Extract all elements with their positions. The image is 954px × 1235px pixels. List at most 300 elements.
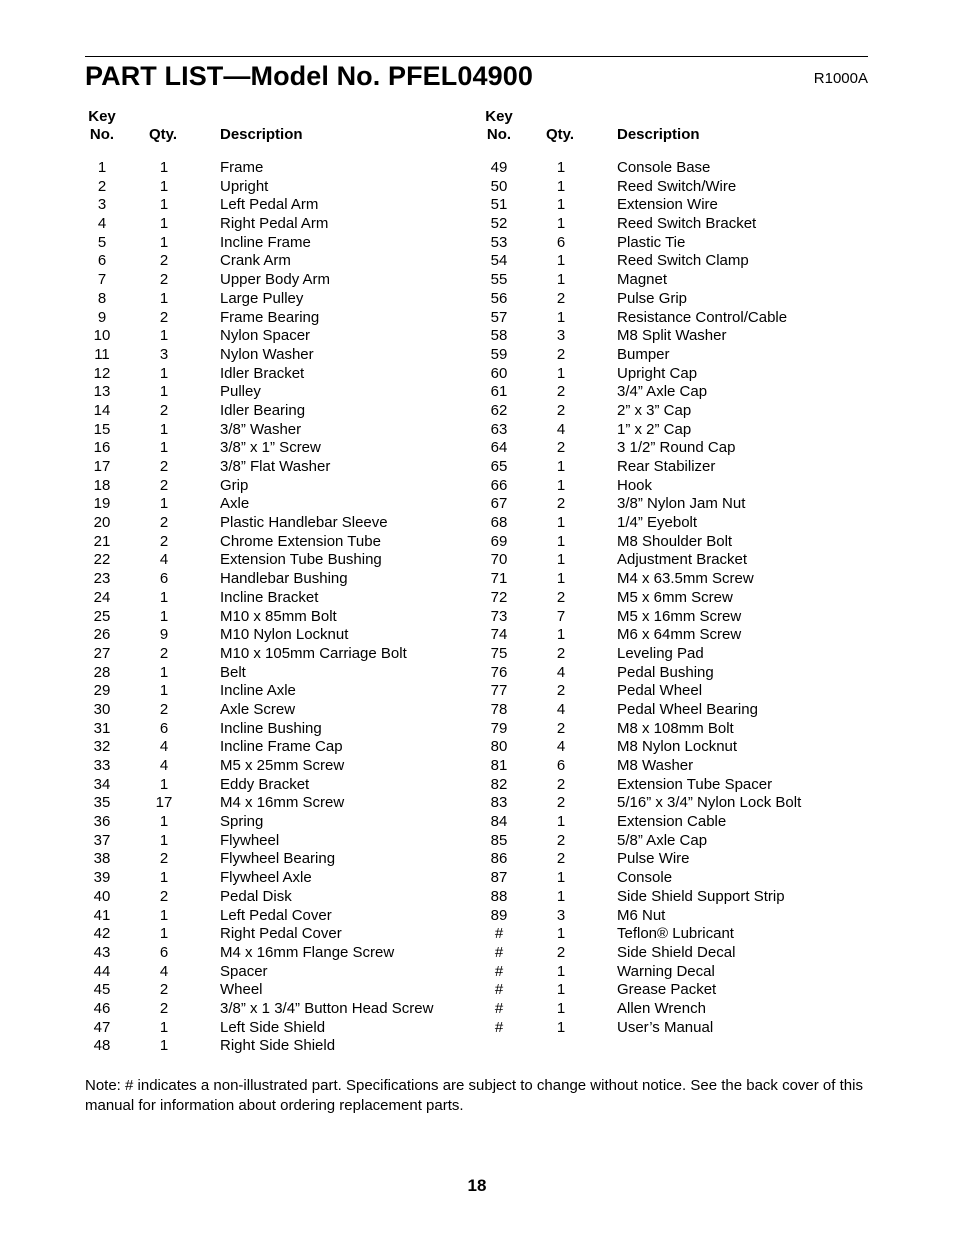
part-qty: 1 <box>159 1018 169 1036</box>
part-description: Resistance Control/Cable <box>617 308 788 326</box>
part-description: Bumper <box>617 345 670 363</box>
parts-rows-right <box>482 159 862 1037</box>
part-key-no: 14 <box>93 401 111 419</box>
part-row <box>85 365 465 384</box>
part-description: Incline Bracket <box>220 588 319 606</box>
part-qty: 1 <box>556 514 566 532</box>
part-row <box>85 626 465 645</box>
part-qty: 2 <box>556 682 566 700</box>
part-row <box>85 944 465 963</box>
part-row <box>482 794 862 813</box>
part-key-no: 8 <box>97 289 107 307</box>
part-key-no: 72 <box>490 588 508 606</box>
part-qty: 1 <box>159 383 169 401</box>
part-row <box>482 477 862 496</box>
part-qty: 1 <box>556 252 566 270</box>
part-row <box>85 701 465 720</box>
part-description: Right Pedal Arm <box>220 215 329 233</box>
part-qty: 1 <box>159 813 169 831</box>
part-qty: 2 <box>556 401 566 419</box>
part-qty: 2 <box>556 439 566 457</box>
part-key-no: 3 <box>97 196 107 214</box>
part-row <box>85 963 465 982</box>
part-key-no: # <box>494 981 504 999</box>
part-qty: 2 <box>159 514 169 532</box>
part-key-no: 27 <box>93 644 111 662</box>
part-row <box>85 850 465 869</box>
part-qty: 6 <box>556 757 566 774</box>
part-key-no: # <box>494 999 504 1017</box>
parts-column-left <box>85 108 465 1056</box>
part-row <box>85 794 465 813</box>
part-row <box>482 215 862 234</box>
part-row <box>85 608 465 627</box>
part-key-no: 2 <box>97 177 107 195</box>
part-description: Incline Bushing <box>220 719 322 737</box>
part-key-no: 59 <box>490 345 508 363</box>
part-key-no: 67 <box>490 495 508 513</box>
part-qty: 2 <box>556 495 566 513</box>
part-row <box>85 1000 465 1019</box>
part-qty: 1 <box>556 981 566 999</box>
part-key-no: 79 <box>490 719 508 737</box>
part-description: Nylon Spacer <box>220 327 311 345</box>
part-description: M4 x 63.5mm Screw <box>617 570 754 588</box>
part-row <box>482 346 862 365</box>
part-key-no: 30 <box>93 700 111 718</box>
part-qty: 1 <box>159 906 169 924</box>
part-row <box>482 159 862 178</box>
part-row <box>85 925 465 944</box>
part-qty: 1 <box>159 439 169 457</box>
part-description: Side Shield Support Strip <box>617 887 785 905</box>
part-row <box>482 421 862 440</box>
part-row <box>482 271 862 290</box>
part-row <box>482 907 862 926</box>
part-qty: 2 <box>159 458 169 475</box>
part-key-no: 69 <box>490 532 508 550</box>
part-row <box>482 925 862 944</box>
part-key-no: 76 <box>490 663 508 681</box>
column-header <box>482 108 862 144</box>
part-row <box>482 776 862 795</box>
part-qty: 1 <box>159 327 169 345</box>
part-description: 3/8” Flat Washer <box>220 458 331 475</box>
part-qty: 1 <box>159 420 169 438</box>
part-qty: 1 <box>556 458 566 475</box>
part-description: Console <box>617 869 673 887</box>
top-rule <box>85 56 868 57</box>
part-qty: 1 <box>159 364 169 382</box>
part-key-no: 51 <box>490 196 508 214</box>
part-row <box>482 252 862 271</box>
part-description: Frame Bearing <box>220 308 320 326</box>
part-description: 3/8” x 1 3/4” Button Head Screw <box>220 999 434 1017</box>
part-key-no: 71 <box>490 570 508 588</box>
part-key-no: 75 <box>490 644 508 662</box>
part-key-no: 24 <box>93 588 111 606</box>
part-description: Right Side Shield <box>220 1037 336 1055</box>
part-description: Rear Stabilizer <box>617 458 716 475</box>
part-row <box>482 309 862 328</box>
part-qty: 1 <box>159 159 169 176</box>
part-qty: 2 <box>556 831 566 849</box>
part-key-no: 53 <box>490 233 508 251</box>
part-description: Nylon Washer <box>220 345 314 363</box>
part-qty: 1 <box>556 570 566 588</box>
part-row <box>482 1019 862 1038</box>
part-description: M5 x 6mm Screw <box>617 588 733 606</box>
part-row <box>85 196 465 215</box>
part-qty: 6 <box>159 719 169 737</box>
part-row <box>482 645 862 664</box>
part-row <box>85 477 465 496</box>
part-qty: 2 <box>159 476 169 494</box>
part-description: Flywheel Axle <box>220 869 312 887</box>
part-qty: 4 <box>159 757 169 774</box>
part-description: 5/8” Axle Cap <box>617 831 708 849</box>
part-description: Right Pedal Cover <box>220 925 342 943</box>
part-description: Pulse Grip <box>617 289 688 307</box>
document-code: R1000A <box>813 70 868 87</box>
part-qty: 1 <box>556 551 566 569</box>
part-row <box>482 757 862 776</box>
part-key-no: 49 <box>490 159 508 176</box>
part-row <box>482 701 862 720</box>
page-number: 18 <box>467 1176 487 1195</box>
part-qty: 4 <box>159 962 169 980</box>
part-description: M5 x 25mm Screw <box>220 757 345 774</box>
part-key-no: 84 <box>490 813 508 831</box>
part-key-no: 20 <box>93 514 111 532</box>
part-key-no: 12 <box>93 364 111 382</box>
part-description: Wheel <box>220 981 263 999</box>
part-key-no: # <box>494 1018 504 1036</box>
part-row <box>85 533 465 552</box>
part-qty: 1 <box>159 607 169 625</box>
part-key-no: 47 <box>93 1018 111 1036</box>
part-row <box>85 234 465 253</box>
part-qty: 2 <box>556 588 566 606</box>
part-row <box>482 608 862 627</box>
part-qty: 1 <box>159 289 169 307</box>
part-description: Plastic Tie <box>617 233 686 251</box>
part-description: Incline Frame <box>220 233 311 251</box>
part-description: 2” x 3” Cap <box>617 401 692 419</box>
part-key-no: 89 <box>490 906 508 924</box>
part-row <box>482 551 862 570</box>
part-description: 3/8” Nylon Jam Nut <box>617 495 746 513</box>
part-row <box>482 383 862 402</box>
part-key-no: 87 <box>490 869 508 887</box>
part-row <box>482 458 862 477</box>
part-qty: 2 <box>159 308 169 326</box>
part-key-no: 28 <box>93 663 111 681</box>
part-key-no: 16 <box>93 439 111 457</box>
part-qty: 17 <box>155 794 173 812</box>
part-qty: 2 <box>159 981 169 999</box>
part-row <box>85 514 465 533</box>
part-qty: 4 <box>556 663 566 681</box>
part-qty: 2 <box>159 644 169 662</box>
part-qty: 4 <box>556 700 566 718</box>
parts-rows-left <box>85 159 465 1056</box>
part-key-no: 18 <box>93 476 111 494</box>
part-description: Idler Bearing <box>220 401 306 419</box>
part-key-no: 88 <box>490 887 508 905</box>
part-key-no: 64 <box>490 439 508 457</box>
part-description: Pedal Wheel Bearing <box>617 700 758 718</box>
part-qty: 1 <box>556 271 566 289</box>
part-row <box>85 720 465 739</box>
part-key-no: 65 <box>490 458 508 475</box>
part-key-no: 1 <box>97 159 107 176</box>
part-key-no: 5 <box>97 233 107 251</box>
part-key-no: 50 <box>490 177 508 195</box>
part-key-no: 29 <box>93 682 111 700</box>
part-qty: 2 <box>556 383 566 401</box>
part-row <box>85 664 465 683</box>
part-key-no: 21 <box>93 532 111 550</box>
part-key-no: 10 <box>93 327 111 345</box>
part-key-no: 56 <box>490 289 508 307</box>
part-qty: 4 <box>159 738 169 756</box>
part-key-no: 13 <box>93 383 111 401</box>
part-key-no: 15 <box>93 420 111 438</box>
part-description: M6 Nut <box>617 906 666 924</box>
part-row <box>85 495 465 514</box>
part-key-no: # <box>494 962 504 980</box>
part-description: Magnet <box>617 271 668 289</box>
key-no-header: Key No. <box>88 108 116 143</box>
part-key-no: 34 <box>93 775 111 793</box>
part-description: Handlebar Bushing <box>220 570 348 588</box>
part-row <box>85 159 465 178</box>
part-row <box>85 271 465 290</box>
part-key-no: 41 <box>93 906 111 924</box>
part-description: Extension Cable <box>617 813 727 831</box>
part-description: Hook <box>617 476 653 494</box>
part-qty: 1 <box>159 233 169 251</box>
part-row <box>85 869 465 888</box>
part-description: M8 Split Washer <box>617 327 727 345</box>
part-qty: 1 <box>556 1018 566 1036</box>
part-row <box>482 720 862 739</box>
part-qty: 3 <box>159 345 169 363</box>
part-row <box>85 1019 465 1038</box>
part-row <box>482 664 862 683</box>
part-row <box>482 981 862 1000</box>
part-description: Reed Switch/Wire <box>617 177 737 195</box>
part-row <box>482 888 862 907</box>
description-header: Description <box>220 126 303 143</box>
part-description: Left Side Shield <box>220 1018 326 1036</box>
part-qty: 1 <box>556 869 566 887</box>
part-qty: 1 <box>556 532 566 550</box>
part-description: Idler Bracket <box>220 364 305 382</box>
part-qty: 4 <box>159 551 169 569</box>
part-qty: 1 <box>556 925 566 943</box>
part-key-no: 22 <box>93 551 111 569</box>
part-row <box>85 327 465 346</box>
part-description: Pedal Bushing <box>617 663 714 681</box>
part-description: Large Pulley <box>220 289 304 307</box>
part-qty: 1 <box>159 1037 169 1055</box>
part-description: Left Pedal Arm <box>220 196 319 214</box>
part-row <box>85 309 465 328</box>
part-key-no: 60 <box>490 364 508 382</box>
part-qty: 2 <box>159 850 169 868</box>
part-description: Crank Arm <box>220 252 291 270</box>
part-key-no: 44 <box>93 962 111 980</box>
part-key-no: 38 <box>93 850 111 868</box>
part-key-no: 7 <box>97 271 107 289</box>
part-row <box>85 458 465 477</box>
part-description: Eddy Bracket <box>220 775 310 793</box>
part-key-no: 57 <box>490 308 508 326</box>
part-key-no: 63 <box>490 420 508 438</box>
part-qty: 1 <box>159 869 169 887</box>
part-key-no: # <box>494 925 504 943</box>
part-qty: 2 <box>159 700 169 718</box>
part-key-no: 83 <box>490 794 508 812</box>
part-key-no: 48 <box>93 1037 111 1055</box>
part-qty: 2 <box>159 887 169 905</box>
part-description: Pedal Wheel <box>617 682 703 700</box>
part-description: Extension Tube Bushing <box>220 551 382 569</box>
part-description: M8 Nylon Locknut <box>617 738 738 756</box>
part-qty: 7 <box>556 607 566 625</box>
part-qty: 4 <box>556 738 566 756</box>
part-key-no: 62 <box>490 401 508 419</box>
part-key-no: 31 <box>93 719 111 737</box>
part-key-no: 43 <box>93 943 111 961</box>
part-row <box>482 327 862 346</box>
part-description: 5/16” x 3/4” Nylon Lock Bolt <box>617 794 802 812</box>
part-qty: 1 <box>159 588 169 606</box>
part-qty: 9 <box>159 626 169 644</box>
part-row <box>85 402 465 421</box>
part-row <box>85 589 465 608</box>
part-row <box>85 682 465 701</box>
part-qty: 6 <box>556 233 566 251</box>
part-description: Spacer <box>220 962 268 980</box>
part-qty: 1 <box>159 925 169 943</box>
part-description: Frame <box>220 159 264 176</box>
part-qty: 2 <box>556 943 566 961</box>
part-qty: 2 <box>556 775 566 793</box>
column-header <box>85 108 465 144</box>
part-description: Warning Decal <box>617 962 715 980</box>
part-qty: 4 <box>556 420 566 438</box>
description-header: Description <box>617 126 700 143</box>
part-qty: 3 <box>556 327 566 345</box>
part-row <box>482 869 862 888</box>
part-key-no: 85 <box>490 831 508 849</box>
part-row <box>482 738 862 757</box>
part-row <box>482 402 862 421</box>
part-row <box>482 963 862 982</box>
part-key-no: 66 <box>490 476 508 494</box>
part-row <box>482 570 862 589</box>
part-description: M10 x 85mm Bolt <box>220 607 337 625</box>
part-row <box>85 832 465 851</box>
part-qty: 1 <box>556 813 566 831</box>
part-description: M10 x 105mm Carriage Bolt <box>220 644 407 662</box>
part-row <box>85 757 465 776</box>
part-description: 3/4” Axle Cap <box>617 383 708 401</box>
part-row <box>482 290 862 309</box>
part-description: Left Pedal Cover <box>220 906 332 924</box>
part-key-no: 54 <box>490 252 508 270</box>
part-description: Chrome Extension Tube <box>220 532 381 550</box>
part-row <box>85 888 465 907</box>
part-description: Allen Wrench <box>617 999 706 1017</box>
parts-column-right <box>482 108 862 1037</box>
part-qty: 1 <box>556 215 566 233</box>
part-description: M8 x 108mm Bolt <box>617 719 734 737</box>
part-qty: 1 <box>159 682 169 700</box>
part-qty: 1 <box>556 962 566 980</box>
part-qty: 2 <box>556 644 566 662</box>
part-qty: 1 <box>159 831 169 849</box>
part-qty: 1 <box>556 626 566 644</box>
part-description: Grease Packet <box>617 981 717 999</box>
part-description: Leveling Pad <box>617 644 704 662</box>
part-key-no: 40 <box>93 887 111 905</box>
part-key-no: 78 <box>490 700 508 718</box>
part-description: 3/8” x 1” Screw <box>220 439 321 457</box>
part-qty: 1 <box>556 476 566 494</box>
part-key-no: 46 <box>93 999 111 1017</box>
part-qty: 1 <box>556 364 566 382</box>
part-description: Extension Tube Spacer <box>617 775 773 793</box>
part-row <box>482 533 862 552</box>
part-row <box>85 981 465 1000</box>
part-qty: 2 <box>556 345 566 363</box>
qty-header: Qty. <box>149 126 178 143</box>
part-qty: 2 <box>556 289 566 307</box>
part-row <box>482 589 862 608</box>
part-key-no: 25 <box>93 607 111 625</box>
part-qty: 2 <box>159 271 169 289</box>
part-description: 3 1/2” Round Cap <box>617 439 736 457</box>
part-key-no: 52 <box>490 215 508 233</box>
part-row <box>482 196 862 215</box>
part-key-no: 6 <box>97 252 107 270</box>
part-description: M5 x 16mm Screw <box>617 607 742 625</box>
part-row <box>482 682 862 701</box>
part-key-no: 39 <box>93 869 111 887</box>
part-description: Side Shield Decal <box>617 943 736 961</box>
part-key-no: 4 <box>97 215 107 233</box>
part-key-no: 61 <box>490 383 508 401</box>
part-description: Reed Switch Clamp <box>617 252 749 270</box>
part-qty: 2 <box>159 532 169 550</box>
part-row <box>85 738 465 757</box>
part-qty: 6 <box>159 943 169 961</box>
part-key-no: 45 <box>93 981 111 999</box>
part-description: M10 Nylon Locknut <box>220 626 349 644</box>
part-key-no: 68 <box>490 514 508 532</box>
part-qty: 1 <box>159 775 169 793</box>
part-key-no: 82 <box>490 775 508 793</box>
part-row <box>85 383 465 402</box>
part-row <box>85 346 465 365</box>
part-row <box>85 645 465 664</box>
part-qty: 1 <box>159 177 169 195</box>
part-description: M4 x 16mm Screw <box>220 794 345 812</box>
